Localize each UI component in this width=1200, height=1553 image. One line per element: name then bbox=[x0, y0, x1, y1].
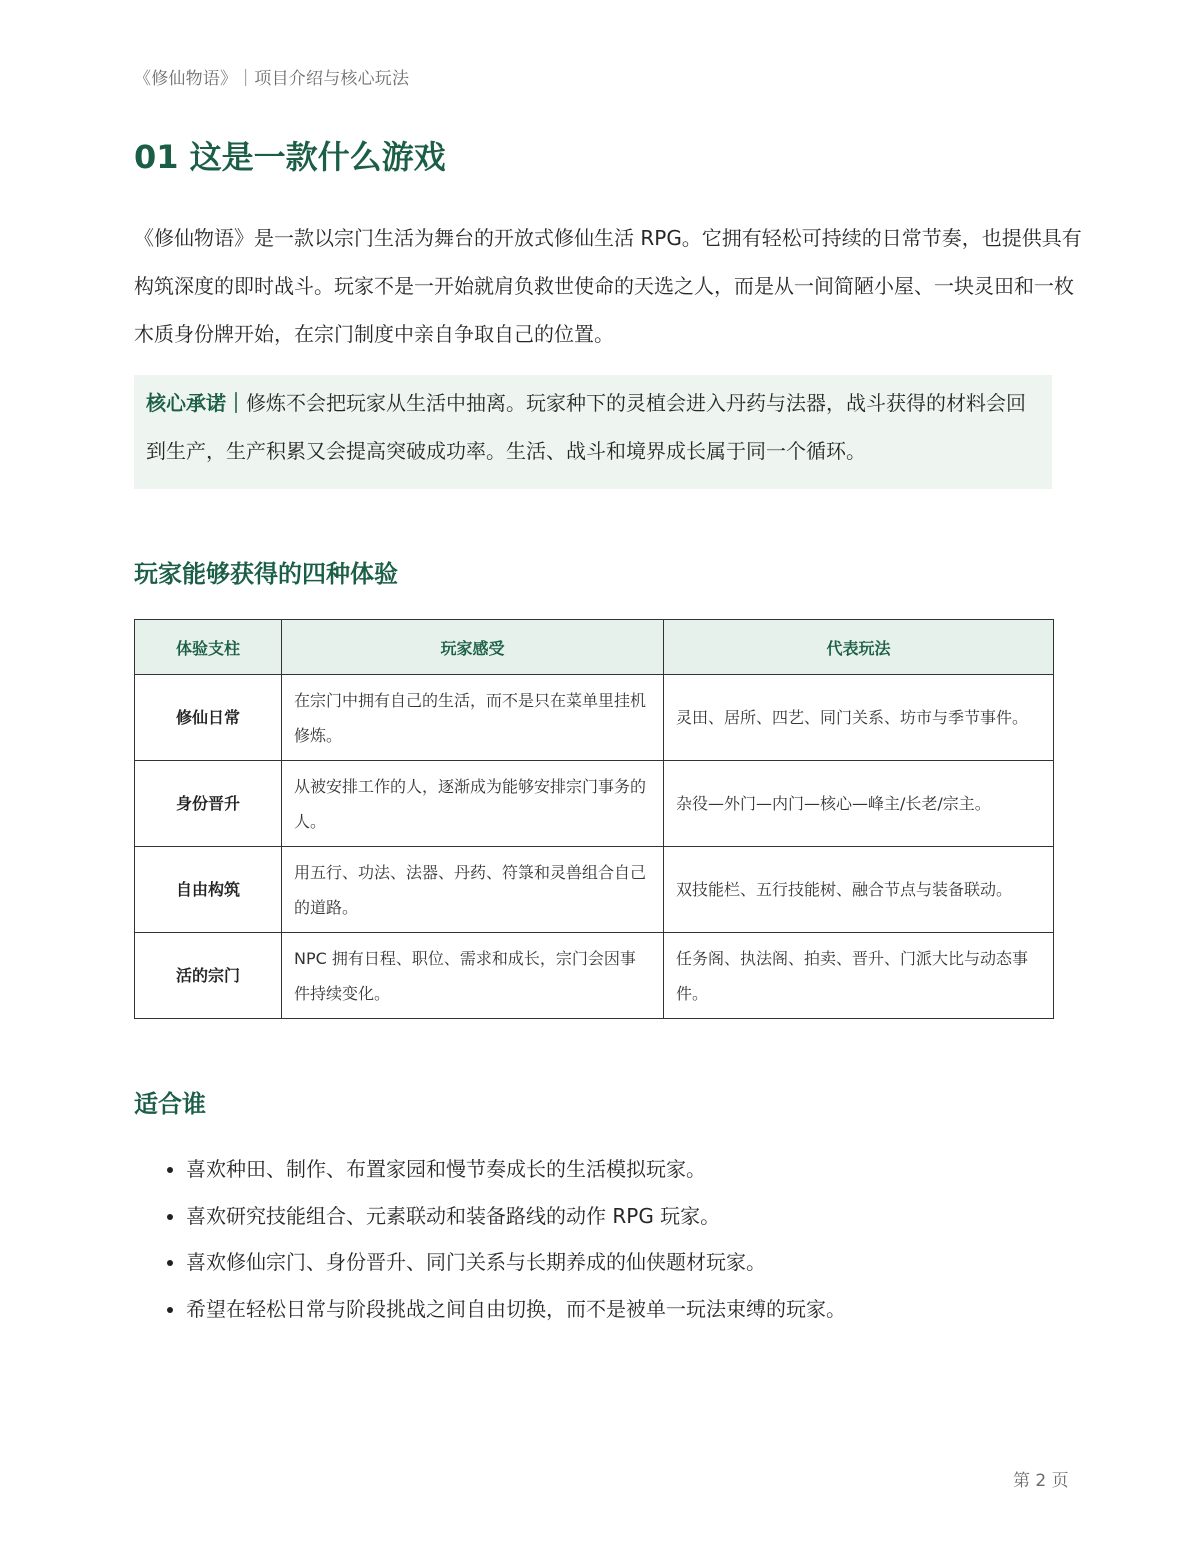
gameplay-cell: 任务阁、执法阁、拍卖、晋升、门派大比与动态事件。 bbox=[664, 933, 1054, 1019]
feeling-cell: NPC 拥有日程、职位、需求和成长，宗门会因事件持续变化。 bbox=[282, 933, 664, 1019]
pillar-cell: 活的宗门 bbox=[135, 933, 282, 1019]
experiences-heading: 玩家能够获得的四种体验 bbox=[134, 560, 398, 588]
feeling-cell: 用五行、功法、法器、丹药、符箓和灵兽组合自己的道路。 bbox=[282, 847, 664, 933]
page-number: 第 2 页 bbox=[1013, 1471, 1069, 1491]
table-row bbox=[135, 933, 1054, 1019]
pillar-cell: 自由构筑 bbox=[135, 847, 282, 933]
table-row bbox=[135, 761, 1054, 847]
column-header-gameplay: 代表玩法 bbox=[664, 620, 1054, 675]
list-item: • 希望在轻松日常与阶段挑战之间自由切换，而不是被单一玩法束缚的玩家。 bbox=[186, 1286, 1086, 1333]
feeling-cell: 在宗门中拥有自己的生活，而不是只在菜单里挂机修炼。 bbox=[282, 675, 664, 761]
column-header-pillar: 体验支柱 bbox=[135, 620, 282, 675]
table-row bbox=[135, 847, 1054, 933]
pillar-cell: 身份晋升 bbox=[135, 761, 282, 847]
gameplay-cell: 杂役—外门—内门—核心—峰主/长老/宗主。 bbox=[664, 761, 1054, 847]
list-item: • 喜欢研究技能组合、元素联动和装备路线的动作 RPG 玩家。 bbox=[186, 1193, 1086, 1240]
callout-paragraph bbox=[146, 379, 1040, 475]
core-promise-callout bbox=[134, 375, 1052, 489]
table-row bbox=[135, 675, 1054, 761]
feeling-cell: 从被安排工作的人，逐渐成为能够安排宗门事务的人。 bbox=[282, 761, 664, 847]
pillar-cell: 修仙日常 bbox=[135, 675, 282, 761]
gameplay-cell: 灵田、居所、四艺、同门关系、坊市与季节事件。 bbox=[664, 675, 1054, 761]
audience-list bbox=[160, 1146, 1086, 1332]
column-header-feeling: 玩家感受 bbox=[282, 620, 664, 675]
list-item: • 喜欢修仙宗门、身份晋升、同门关系与长期养成的仙侠题材玩家。 bbox=[186, 1239, 1086, 1286]
intro-paragraph: 《修仙物语》是一款以宗门生活为舞台的开放式修仙生活 RPG。它拥有轻松可持续的日常节奏，也提供具有构筑深度的即时战斗。玩家不是一开始就肩负救世使命的天选之人，而是从一间简陋小屋、一块灵田和一枚木质身份牌开始，在宗门制度中亲自争取自己的位置。 bbox=[134, 226, 1082, 346]
callout-lead: 核心承诺｜ bbox=[146, 391, 246, 415]
callout-text: 修炼不会把玩家从生活中抽离。玩家种下的灵植会进入丹药与法器，战斗获得的材料会回到生产，生产积累又会提高突破成功率。生活、战斗和境界成长属于同一个循环。 bbox=[146, 391, 1026, 463]
list-item: • 喜欢种田、制作、布置家园和慢节奏成长的生活模拟玩家。 bbox=[186, 1146, 1086, 1193]
gameplay-cell: 双技能栏、五行技能树、融合节点与装备联动。 bbox=[664, 847, 1054, 933]
table-header-row bbox=[135, 620, 1054, 675]
section-title: 01 这是一款什么游戏 bbox=[134, 138, 446, 176]
experiences-table bbox=[134, 619, 1054, 1019]
running-header: 《修仙物语》｜项目介绍与核心玩法 bbox=[134, 69, 410, 89]
audience-heading: 适合谁 bbox=[134, 1090, 206, 1118]
